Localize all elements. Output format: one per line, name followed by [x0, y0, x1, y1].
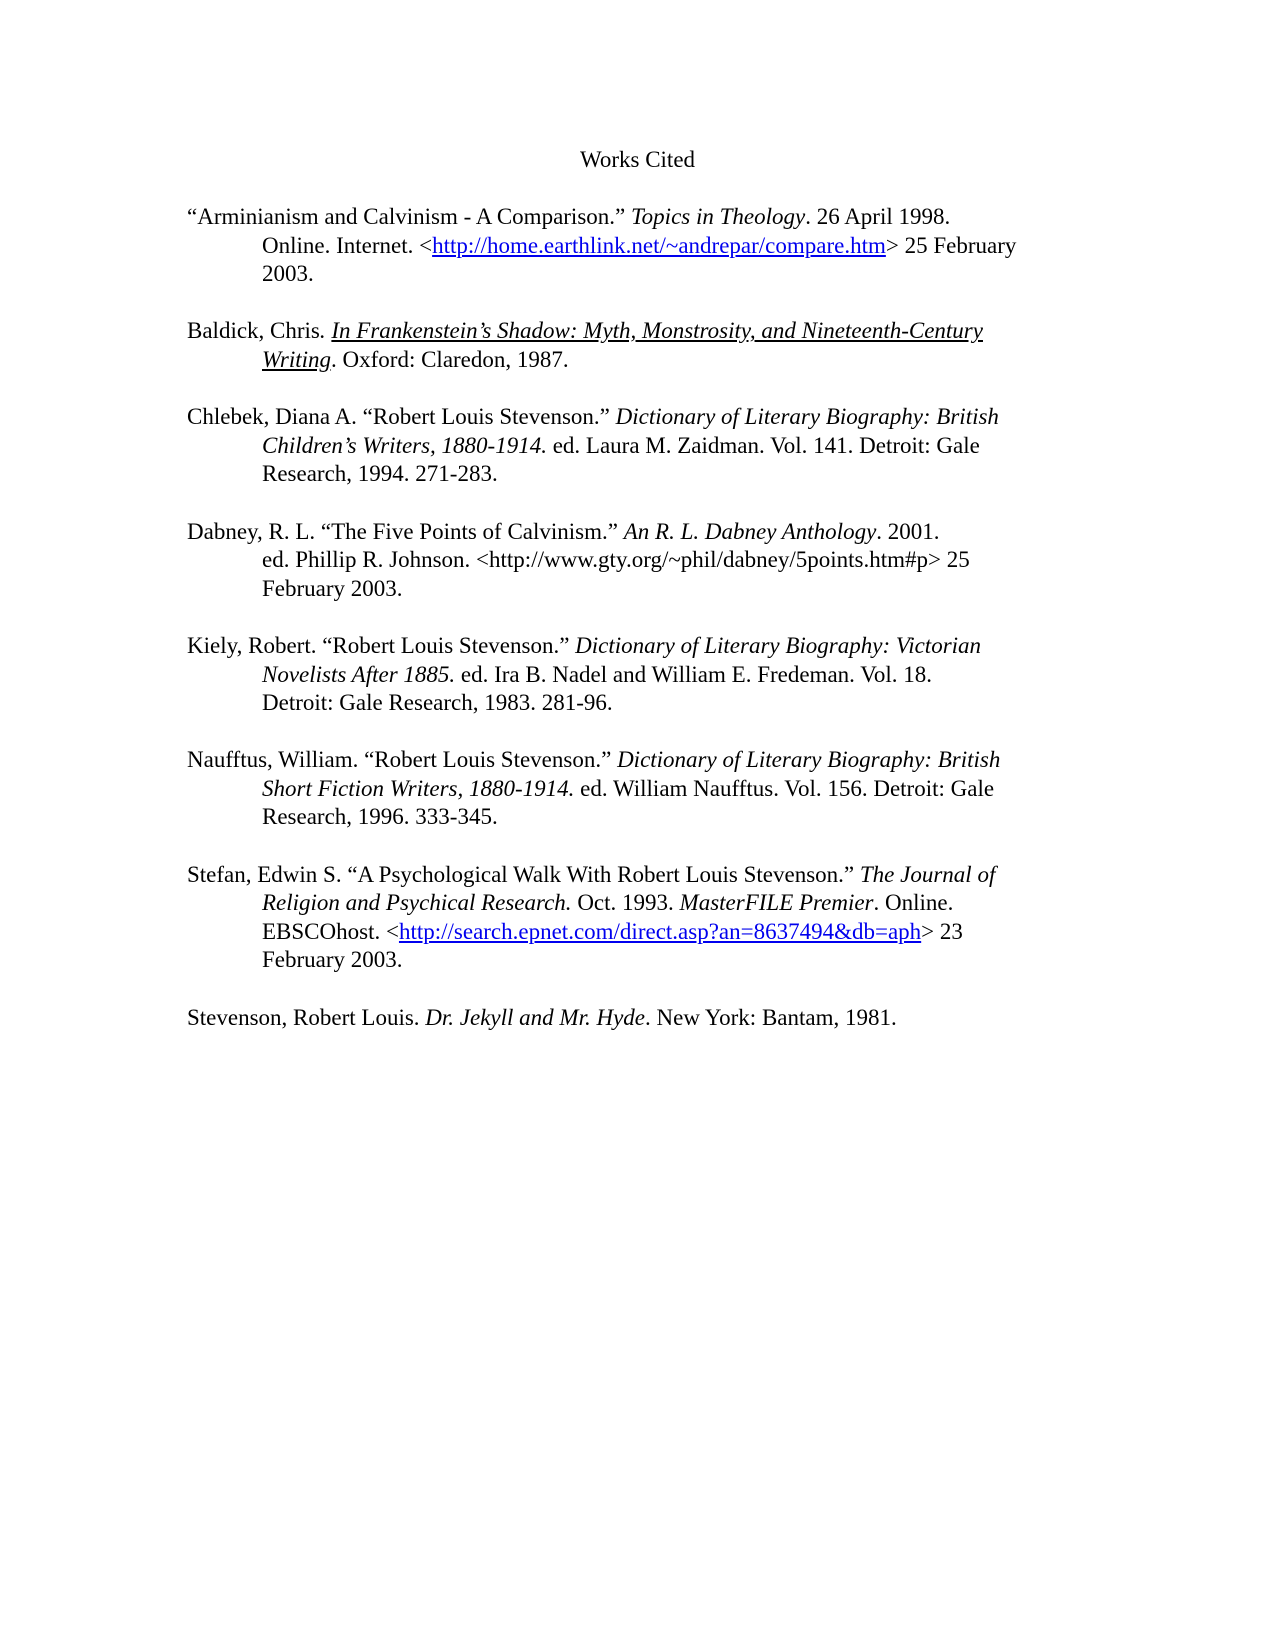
citation-source-title: Topics in Theology: [631, 204, 806, 229]
citation-line: [262, 689, 1087, 718]
citation-text: . 26 April 1998.: [805, 204, 951, 229]
citation-stefan: [187, 861, 1087, 975]
citation-line: [262, 803, 1087, 832]
citation-line: [262, 232, 1087, 261]
citation-text: Chlebek, Diana A. “Robert Louis Stevenson.”: [187, 404, 616, 430]
citation-text: Kiely, Robert. “Robert Louis Stevenson.”: [187, 632, 576, 658]
citation-text: Stefan, Edwin S. “A Psychological Walk With Robert Louis Stevenson.”: [187, 861, 860, 887]
citation-source-title: Writing: [262, 346, 332, 372]
citation-text: Online. Internet. <: [262, 232, 433, 258]
citation-line: [187, 746, 1087, 775]
citation-line: [262, 260, 1087, 289]
citation-url-link[interactable]: http://search.epnet.com/direct.asp?an=8637494&db=aph: [398, 918, 922, 944]
citation-line: [187, 317, 1087, 346]
citation-dabney: [187, 518, 1087, 604]
citation-line: [262, 546, 1087, 575]
citation-line: [262, 460, 1087, 489]
citation-text: . Online.: [873, 890, 954, 916]
citation-text: > 25 February: [885, 232, 1017, 258]
citation-line: [262, 889, 1087, 918]
citation-line: [187, 403, 1087, 432]
citation-text: ed. Ira B. Nadel and William E. Fredeman. Vol. 18.: [455, 661, 933, 687]
citation-line: [187, 632, 1087, 661]
citation-text: Research, 1996. 333-345.: [262, 804, 498, 830]
citation-source-title: The Journal of: [859, 861, 996, 887]
citation-stevenson: [187, 1004, 1087, 1033]
citation-line: [262, 346, 1087, 375]
page-title: Works Cited: [579, 147, 696, 172]
citation-text: EBSCOhost. <: [262, 918, 399, 944]
citation-text: Baldick, Chris: [187, 318, 320, 344]
citation-url-link[interactable]: http://home.earthlink.net/~andrepar/compare.htm: [432, 232, 886, 258]
citation-source-title: Religion and Psychical Research.: [262, 890, 572, 916]
citation-baldick: [187, 317, 1087, 374]
citation-line: [187, 861, 1087, 890]
citation-text: ed. Phillip R. Johnson. <http://www.gty.org/~phil/dabney/5points.htm#p> 25: [262, 547, 970, 573]
citation-text: .: [319, 318, 332, 344]
citation-line: [187, 1004, 1087, 1033]
citation-source-title: Dictionary of Literary Biography: British: [615, 404, 999, 430]
citation-line: [262, 946, 1087, 975]
citation-text: . Oxford: Claredon, 1987.: [331, 346, 569, 372]
citation-line: [262, 575, 1087, 604]
citation-text: Dabney, R. L. “The Five Points of Calvinism.”: [187, 518, 624, 544]
citation-text: 2003.: [262, 261, 314, 287]
citation-arminianism: [187, 203, 1087, 289]
citation-text: > 23: [921, 918, 963, 944]
citation-text: Naufftus, William. “Robert Louis Stevenson.”: [187, 747, 618, 773]
citation-text: Oct. 1993.: [571, 890, 680, 916]
citation-source-title: An R. L. Dabney Anthology: [623, 518, 877, 544]
citation-source-title: Dictionary of Literary Biography: British: [617, 747, 1001, 773]
citation-line: [187, 203, 1087, 232]
citation-database-title: MasterFILE Premier: [679, 890, 874, 916]
citation-text: February 2003.: [262, 947, 403, 973]
citation-list: [187, 203, 1087, 1061]
citation-source-title: Dictionary of Literary Biography: Victorian: [575, 632, 982, 658]
citation-text: Detroit: Gale Research, 1983. 281-96.: [262, 690, 613, 716]
citation-source-title: Dr. Jekyll and Mr. Hyde: [425, 1004, 646, 1030]
citation-text: “Arminianism and Calvinism - A Comparison.”: [187, 204, 631, 229]
citation-line: [262, 432, 1087, 461]
citation-text: February 2003.: [262, 575, 403, 601]
citation-line: [262, 661, 1087, 690]
citation-text: Stevenson, Robert Louis.: [187, 1004, 426, 1030]
citation-line: [262, 775, 1087, 804]
citation-source-title: Children’s Writers, 1880-1914.: [262, 432, 547, 458]
citation-chlebek: [187, 403, 1087, 489]
citation-text: Research, 1994. 271-283.: [262, 461, 498, 487]
citation-source-title: Short Fiction Writers, 1880-1914.: [262, 775, 575, 801]
citation-kiely: [187, 632, 1087, 718]
citation-text: ed. William Naufftus. Vol. 156. Detroit: Gale: [574, 775, 995, 801]
citation-line: [262, 918, 1087, 947]
citation-source-title: In Frankenstein’s Shadow: Myth, Monstrosity, and Nineteenth-Century: [331, 318, 983, 344]
citation-text: . 2001.: [876, 518, 940, 544]
citation-line: [187, 518, 1087, 547]
citation-text: ed. Laura M. Zaidman. Vol. 141. Detroit: Gale: [546, 432, 980, 458]
citation-source-title: Novelists After 1885.: [262, 661, 456, 687]
citation-text: . New York: Bantam, 1981.: [645, 1004, 897, 1030]
citation-naufftus: [187, 746, 1087, 832]
